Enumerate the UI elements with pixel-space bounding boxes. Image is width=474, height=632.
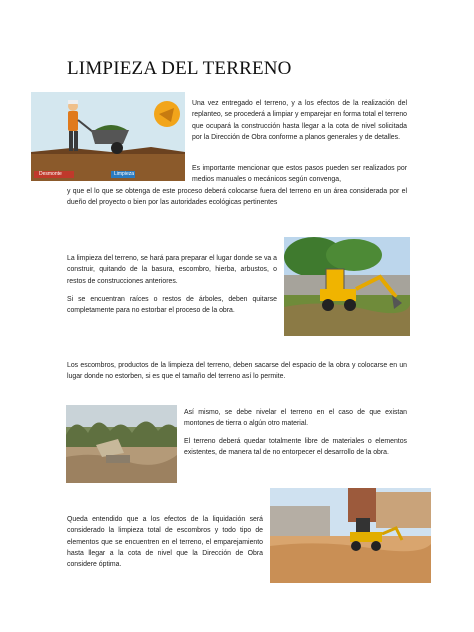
paragraph: La limpieza del terreno, se hará para preparar el lugar donde se va a construir, quitando de la basura, escombro, hierba, arbustos, o restos de construcciones anteriores. [67, 255, 277, 285]
paragraph: Así mismo, se debe nivelar el terreno en el caso de que existan montones de tierra o algún otro material. [184, 409, 407, 428]
label-desmonte: Desmonte [39, 171, 62, 177]
page-title: LIMPIEZA DEL TERRENO [67, 58, 292, 79]
excavator-clearing-drawing [66, 405, 177, 483]
paragraph: Una vez entregado el terreno, y a los efectos de la realización del replanteo, se procederá a limpiar y emparejar en forma total el terreno que ocupará la construcción hasta llegar a la cota de nivel solicitada por la Dirección de Obra conforme a planos generales y de detalles. [192, 100, 407, 141]
paragraph: El terreno deberá quedar totalmente libre de materiales o elementos existentes, de manera tal de no entorpecer el desarrollo de la obra. [184, 438, 407, 457]
backhoe-yard-drawing [284, 237, 410, 336]
paragraph: Si se encuentran raíces o restos de árboles, deben quitarse completamente para no estorbar el proceso de la obra. [67, 296, 277, 315]
paragraph: Queda entendido que a los efectos de la liquidación será considerado la limpieza total de escombros y todo tipo de elementos que se encuentren en el terreno, el emparejamiento hasta llegar a la cota de nivel que la Dirección de Obra considere óptima. [67, 516, 263, 569]
paragraph: y que el lo que se obtenga de este proceso deberá colocarse fuera del terreno en un área considerada por el dueño del proyecto o bien por las autoridades ecológicas pertinentes [67, 188, 407, 207]
paragraph: Es importante mencionar que estos pasos pueden ser realizados por medios manuales o mecánicos según convenga, [192, 165, 407, 184]
photo-loader-lot [270, 488, 431, 583]
loader-lot-drawing [270, 488, 431, 583]
label-limpieza: Limpieza [114, 171, 135, 177]
photo-backhoe-yard [284, 237, 410, 336]
illustration-worker-wheelbarrow [31, 92, 185, 181]
paragraph: Los escombros, productos de la limpieza del terreno, deben sacarse del espacio de la obra y colocarse en un lugar donde no estorben, si es que el tamaño del terreno así lo permite. [67, 362, 407, 381]
photo-excavator-clearing [66, 405, 177, 483]
worker-wheelbarrow-drawing [31, 92, 185, 181]
